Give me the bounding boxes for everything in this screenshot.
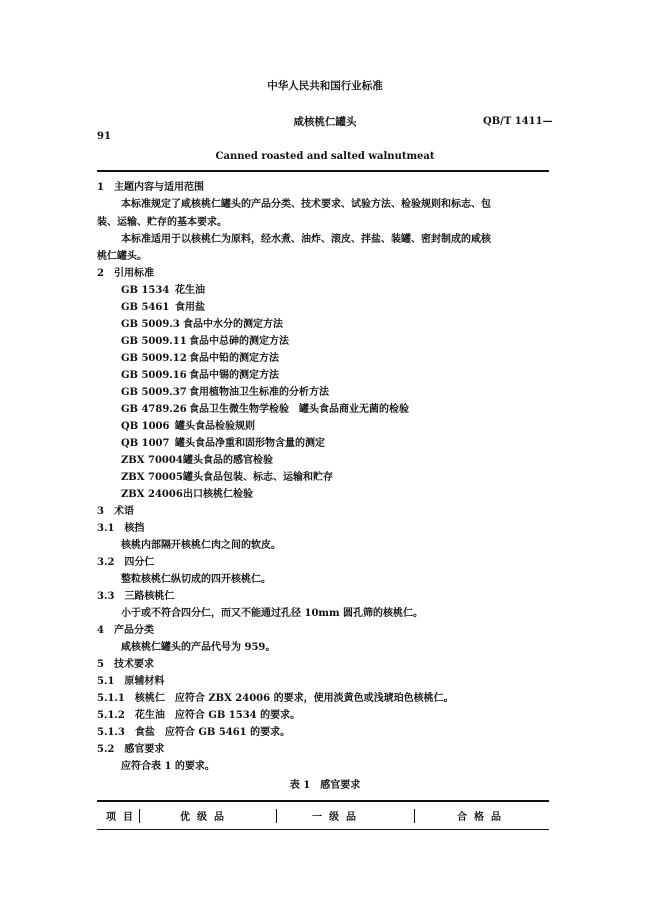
reference-title: 食品中总砷的测定方法 [189, 336, 289, 347]
reference-code: ZBX 70004 [121, 455, 183, 466]
item-5-1-2: 5.1.2 花生油 应符合 GB 1534 的要求。 [97, 710, 301, 721]
reference-code: ZBX 24006 [121, 489, 183, 500]
reference-title: 食品中水分的测定方法 [183, 319, 283, 330]
reference-code: QB 1007 [121, 438, 170, 449]
reference-code: GB 5009.16 [121, 370, 187, 381]
term-3-1-heading: 3.1 核挡 [97, 523, 145, 534]
header-divider [97, 170, 549, 172]
section-5-2-heading: 5.2 感官要求 [97, 744, 165, 755]
item-5-1-1: 5.1.1 核桃仁 应符合 ZBX 24006 的要求，使用淡黄色或浅琥珀色核桃仁。 [97, 693, 454, 704]
reference-code: GB 4789.26 [121, 404, 187, 415]
reference-title: 食用植物油卫生标准的分析方法 [189, 387, 329, 398]
reference-code: GB 5461 [121, 302, 170, 313]
reference-title: 罐头食品的感官检验 [183, 455, 273, 466]
term-3-1-text: 核桃内部隔开核桃仁肉之间的软皮。 [121, 540, 281, 551]
reference-code: GB 5009.3 [121, 319, 180, 330]
section-5-1-heading: 5.1 原辅材料 [97, 676, 165, 687]
section-1-heading: 1 主题内容与适用范围 [97, 182, 204, 193]
reference-title: 罐头食品包装、标志、运输和贮存 [183, 472, 333, 483]
table-header-item: 项目 [106, 812, 140, 823]
section-1-paragraph-1-line-2: 装、运输、贮存的基本要求。 [97, 217, 227, 228]
section-2-heading: 2 引用标准 [97, 268, 154, 279]
table-column-separator [414, 809, 415, 823]
table-column-separator [276, 809, 277, 823]
section-5-2-text: 应符合表 1 的要求。 [121, 761, 215, 772]
term-3-3-heading: 3.3 三路核桃仁 [97, 591, 175, 602]
section-1-paragraph-2-line-1: 本标准适用于以核桃仁为原料，经水煮、油炸、滚皮、拌盐、装罐、密封制成的咸核 [121, 234, 491, 245]
table-top-rule [97, 800, 549, 802]
term-3-2-text: 整粒核桃仁纵切成的四开核桃仁。 [121, 574, 271, 585]
english-title: Canned roasted and salted walnutmeat [215, 151, 435, 162]
reference-title: 出口核桃仁检验 [183, 489, 253, 500]
reference-title: 罐头食品净重和固形物含量的测定 [175, 438, 325, 449]
section-1-paragraph-1-line-1: 本标准规定了咸核桃仁罐头的产品分类、技术要求、试验方法、检验规则和标志、包 [121, 199, 491, 210]
section-3-heading: 3 术语 [97, 506, 134, 517]
term-3-2-heading: 3.2 四分仁 [97, 557, 155, 568]
table-1-caption: 表 1 感官要求 [289, 780, 361, 791]
section-1-paragraph-2-line-2: 桃仁罐头。 [97, 251, 147, 262]
table-header-superior-grade: 优级品 [180, 812, 231, 823]
reference-title: 花生油 [175, 285, 205, 296]
reference-code: GB 5009.12 [121, 353, 187, 364]
section-4-heading: 4 产品分类 [97, 625, 154, 636]
section-4-text: 咸核桃仁罐头的产品代号为 959。 [121, 642, 276, 653]
reference-title: 食品中铅的测定方法 [189, 353, 279, 364]
table-header-qualified-grade: 合格品 [457, 812, 508, 823]
reference-title: 罐头食品检验规则 [175, 421, 255, 432]
reference-code: GB 5009.11 [121, 336, 187, 347]
reference-code: ZBX 70005 [121, 472, 183, 483]
document-issuer: 中华人民共和国行业标准 [267, 80, 383, 92]
reference-code: GB 1534 [121, 285, 170, 296]
section-5-heading: 5 技术要求 [97, 659, 154, 670]
item-5-1-3: 5.1.3 食盐 应符合 GB 5461 的要求。 [97, 727, 291, 738]
document-title: 咸核桃仁罐头 [293, 116, 357, 128]
reference-code: GB 5009.37 [121, 387, 187, 398]
reference-title: 食品卫生微生物学检验 罐头食品商业无菌的检验 [189, 404, 409, 415]
table-header-rule [97, 829, 549, 830]
term-3-3-text: 小于或不符合四分仁，而又不能通过孔径 10mm 圆孔筛的核桃仁。 [121, 608, 424, 619]
standard-year-fragment: 91 [97, 131, 111, 142]
standard-number: QB/T 1411— [483, 116, 553, 127]
table-header-first-grade: 一级品 [312, 812, 363, 823]
reference-title: 食品中锡的测定方法 [189, 370, 279, 381]
reference-code: QB 1006 [121, 421, 170, 432]
reference-title: 食用盐 [175, 302, 205, 313]
